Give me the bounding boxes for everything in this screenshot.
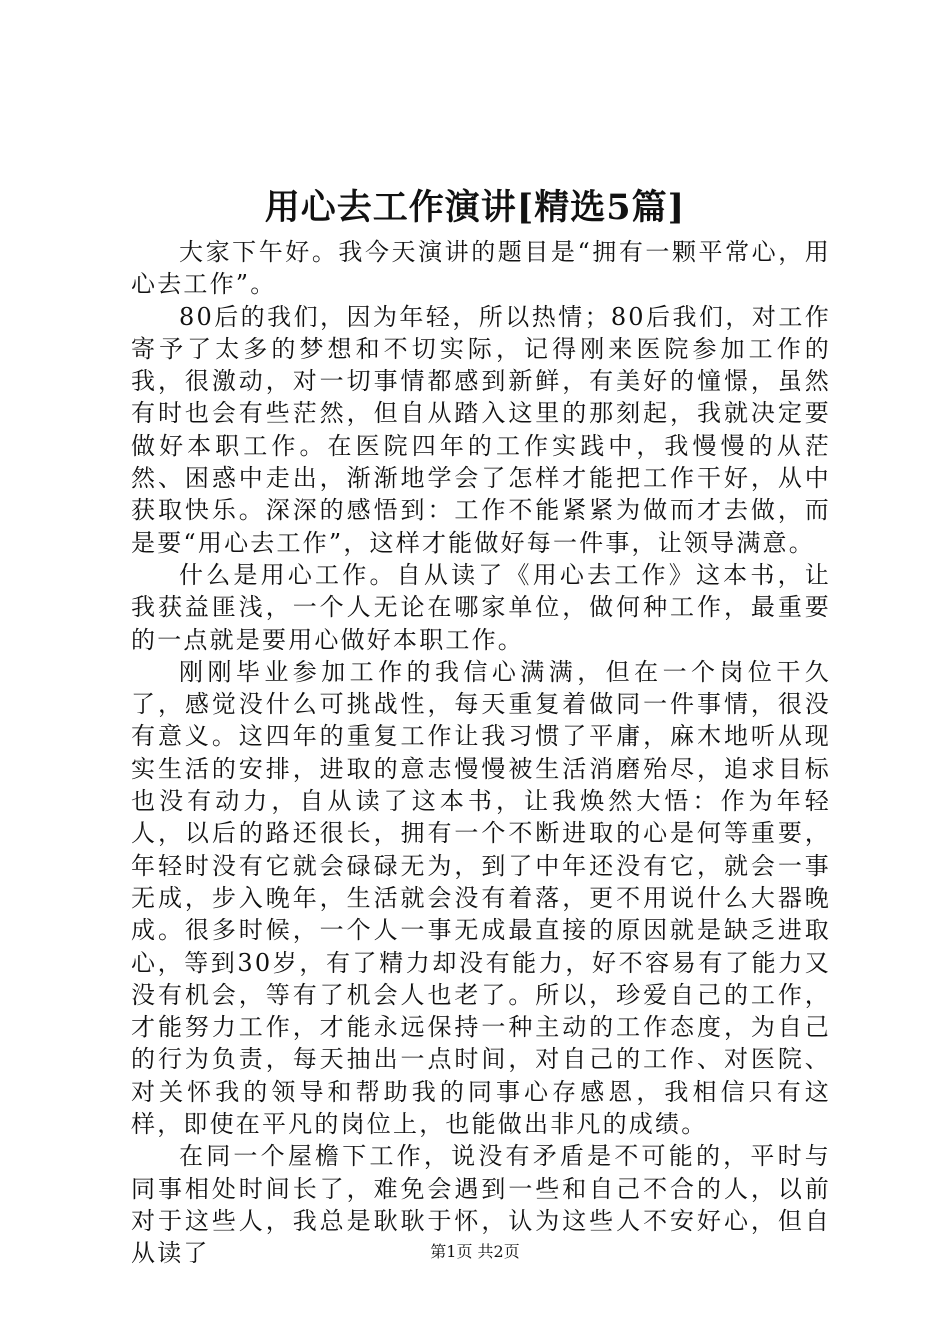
document-title: 用心去工作演讲[精选5篇] <box>264 187 686 228</box>
document-body <box>131 236 831 1270</box>
paragraph-1: 大家下午好。我今天演讲的题目是“拥有一颗平常心，用心去工作”。 <box>131 238 831 299</box>
page-footer: 第1页 共2页 <box>430 1242 520 1261</box>
paragraph-4: 刚刚毕业参加工作的我信心满满，但在一个岗位干久了，感觉没什么可挑战性，每天重复着做同一件事情，很没有意义。这四年的重复工作让我习惯了平庸，麻木地听从现实生活的安排，进取的意志慢慢被生活消磨殆尽，追求目标也没有动力，自从读了这本书，让我焕然大悟：作为年轻人，以后的路还很长，拥有一个不断进取的心是何等重要，年轻时没有它就会碌碌无为，到了中年还没有它，就会一事无成，步入晚年，生活就会没有着落，更不用说什么大器晚成。很多时候，一个人一事无成最直接的原因就是缺乏进取心，等到30岁，有了精力却没有能力，好不容易有了能力又没有机会，等有了机会人也老了。所以，珍爱自己的工作，才能努力工作，才能永远保持一种主动的工作态度，为自己的行为负责，每天抽出一点时间，对自己的工作、对医院、对关怀我的领导和帮助我的同事心存感恩，我相信只有这样，即使在平凡的岗位上，也能做出非凡的成绩。 <box>131 657 831 1139</box>
paragraph-3: 什么是用心工作。自从读了《用心去工作》这本书，让我获益匪浅，一个人无论在哪家单位，做何种工作，最重要的一点就是要用心做好本职工作。 <box>131 560 831 654</box>
paragraph-5: 在同一个屋檐下工作，说没有矛盾是不可能的，平时与同事相处时间长了，难免会遇到一些和自己不合的人，以前对于这些人，我总是耿耿于怀，认为这些人不安好心，但自从读了 <box>131 1142 831 1268</box>
paragraph-2: 80后的我们，因为年轻，所以热情；80后我们，对工作寄予了太多的梦想和不切实际，记得刚来医院参加工作的我，很激动，对一切事情都感到新鲜，有美好的憧憬，虽然有时也会有些茫然，但自从踏入这里的那刻起，我就决定要做好本职工作。在医院四年的工作实践中，我慢慢的从茫然、困惑中走出，渐渐地学会了怎样才能把工作干好，从中获取快乐。深深的感悟到：工作不能紧紧为做而才去做，而是要“用心去工作”，这样才能做好每一件事，让领导满意。 <box>131 302 831 557</box>
